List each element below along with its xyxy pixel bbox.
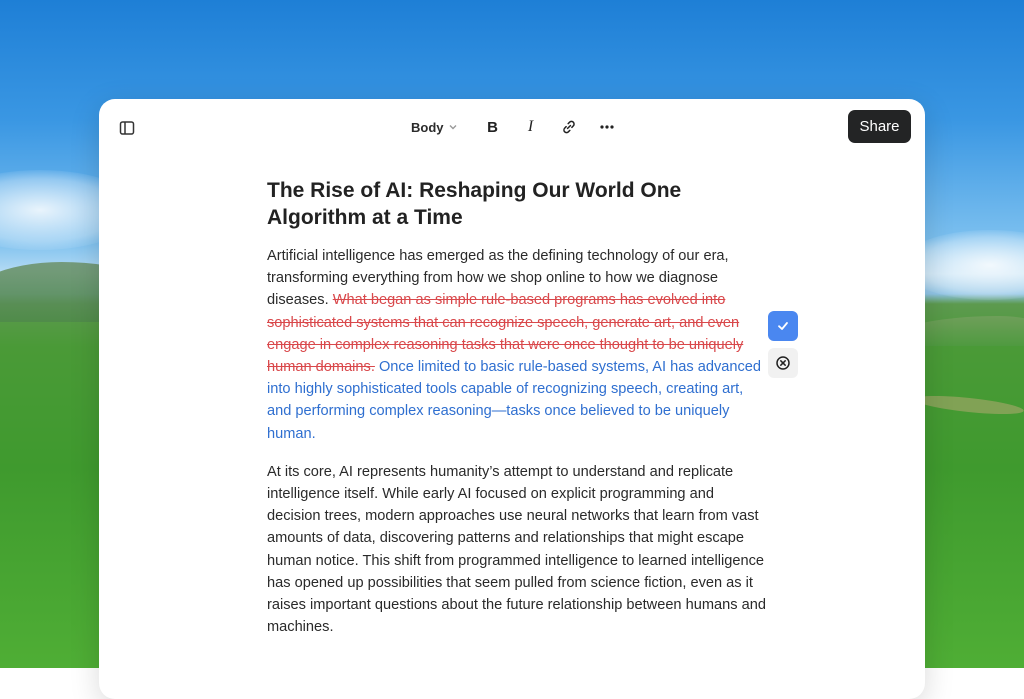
- text-style-dropdown[interactable]: [409, 116, 460, 139]
- formatting-toolbar: [409, 113, 620, 141]
- chevron-down-icon: [448, 122, 458, 132]
- document-title: The Rise of AI: Reshaping Our World One Algorithm at a Time: [267, 179, 682, 229]
- editor-window: [99, 99, 925, 699]
- suggested-deletion[interactable]: What began as simple rule-based programs has evolved into sophisticated systems that can recognize speech, generate art, and even engage in complex reasoning tasks that were once thought to be uniquely human domains.: [267, 292, 744, 376]
- reject-suggestion-button[interactable]: [768, 348, 798, 378]
- more-options-button[interactable]: [594, 114, 620, 140]
- sidebar-toggle-icon: [119, 120, 135, 136]
- close-circle-icon: [775, 355, 791, 371]
- link-button[interactable]: [556, 114, 582, 140]
- sidebar-toggle-button[interactable]: [117, 118, 137, 138]
- paragraph: At its core, AI represents humanity’s attempt to understand and replicate intelligence itself. While early AI focused on explicit programming and decision trees, modern approaches use neural networks that learn from vast amounts of data, discovering patterns and relationships that might escape human notice. This shift from programmed intelligence to learned intelligence has opened up possibilities that seem pulled from science fiction, even as it raises important questions about the future relationship between humans and machines.: [267, 463, 766, 636]
- suggested-insertion[interactable]: Once limited to basic rule-based systems, AI has advanced into highly sophisticated tools capable of recognizing speech, creating art, and performing complex reasoning—tasks once believed to be uniquely human.: [267, 359, 762, 442]
- document-body[interactable]: [267, 177, 767, 654]
- more-horizontal-icon: [599, 119, 615, 135]
- bold-button[interactable]: B: [487, 118, 498, 136]
- link-icon: [561, 119, 577, 135]
- accept-suggestion-button[interactable]: [768, 311, 798, 341]
- check-icon: [776, 319, 790, 333]
- share-button[interactable]: Share: [848, 110, 911, 143]
- text-style-label: Body: [411, 119, 444, 135]
- paragraph: [267, 245, 767, 445]
- paragraph-text: Artificial intelligence has emerged as the defining technology of our era, transforming everything from how we shop online to how we diagnose diseases.: [267, 248, 729, 309]
- italic-button[interactable]: I: [527, 118, 534, 135]
